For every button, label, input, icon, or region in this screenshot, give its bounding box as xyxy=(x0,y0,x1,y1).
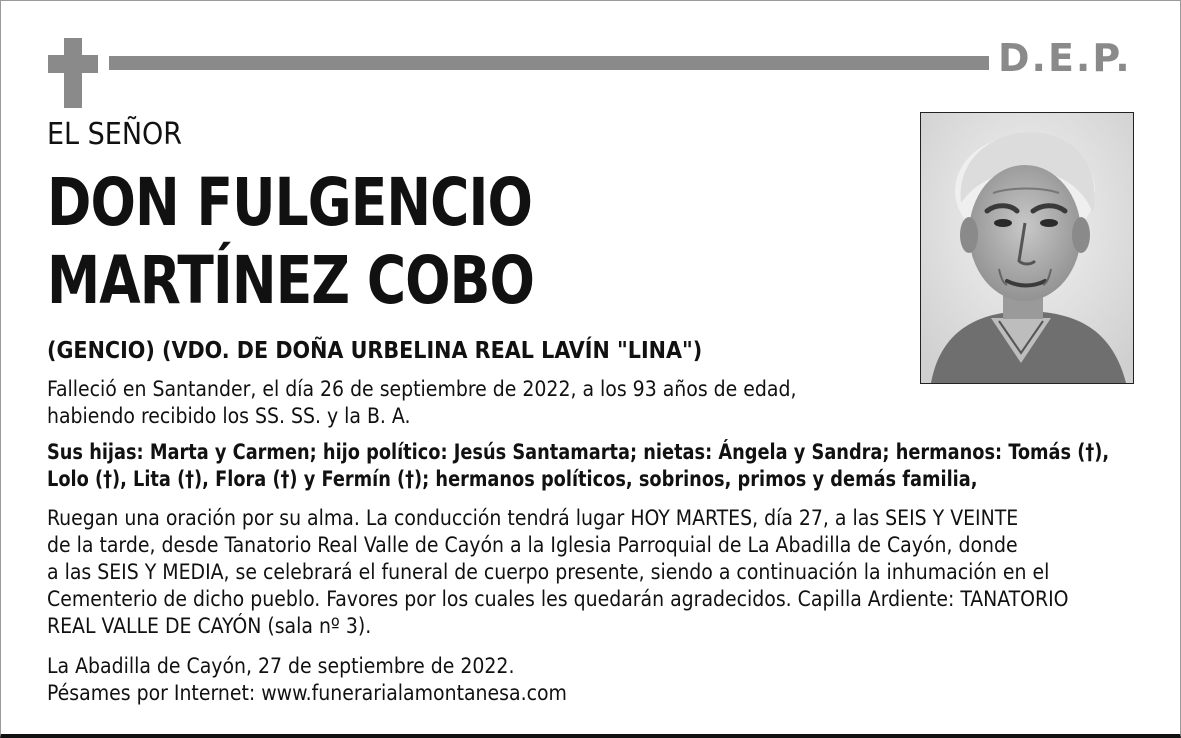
honorific: EL SEÑOR xyxy=(47,117,183,152)
text-line: Ruegan una oración por su alma. La conducción tendrá lugar HOY MARTES, día 27, a las SEIS Y VEINTE xyxy=(47,506,1019,530)
nickname-widower-line: (GENCIO) (VDO. DE DOÑA URBELINA REAL LAVÍN "LINA") xyxy=(47,338,703,364)
dep-label: D.E.P. xyxy=(998,36,1132,80)
text-line: a las SEIS Y MEDIA, se celebrará el funeral de cuerpo presente, siendo a continuación la inhumación en el xyxy=(47,560,1050,584)
condolences-url-line: Pésames por Internet: www.funerarialamontanesa.com xyxy=(47,681,567,705)
portrait-photo-icon xyxy=(920,112,1134,384)
death-info xyxy=(47,376,797,430)
text-line: Falleció en Santander, el día 26 de septiembre de 2022, a los 93 años de edad, xyxy=(47,377,797,401)
service-info xyxy=(47,505,1069,640)
family-list xyxy=(47,439,1109,493)
header-rule xyxy=(109,56,989,70)
footer-info xyxy=(47,653,567,707)
deceased-name xyxy=(47,164,534,320)
text-line: REAL VALLE DE CAYÓN (sala nº 3). xyxy=(47,614,372,638)
cross-icon-bar xyxy=(48,55,98,73)
text-line: habiendo recibido los SS. SS. y la B. A. xyxy=(47,404,411,428)
cross-icon xyxy=(64,38,82,108)
text-line: de la tarde, desde Tanatorio Real Valle de Cayón a la Iglesia Parroquial de La Abadilla de Cayón, donde xyxy=(47,533,1018,557)
date-place-line: La Abadilla de Cayón, 27 de septiembre de 2022. xyxy=(47,654,515,678)
text-line: Lolo (†), Lita (†), Flora (†) y Fermín (†); hermanos políticos, sobrinos, primos y demás familia, xyxy=(47,467,978,491)
name-line: MARTÍNEZ COBO xyxy=(47,242,535,319)
name-line: DON FULGENCIO xyxy=(47,164,532,241)
text-line: Cementerio de dicho pueblo. Favores por los cuales les quedarán agradecidos. Capilla Ardiente: TANATORIO xyxy=(47,587,1069,611)
text-line: Sus hijas: Marta y Carmen; hijo político: Jesús Santamarta; nietas: Ángela y Sandra; hermanos: Tomás (†), xyxy=(47,440,1110,464)
